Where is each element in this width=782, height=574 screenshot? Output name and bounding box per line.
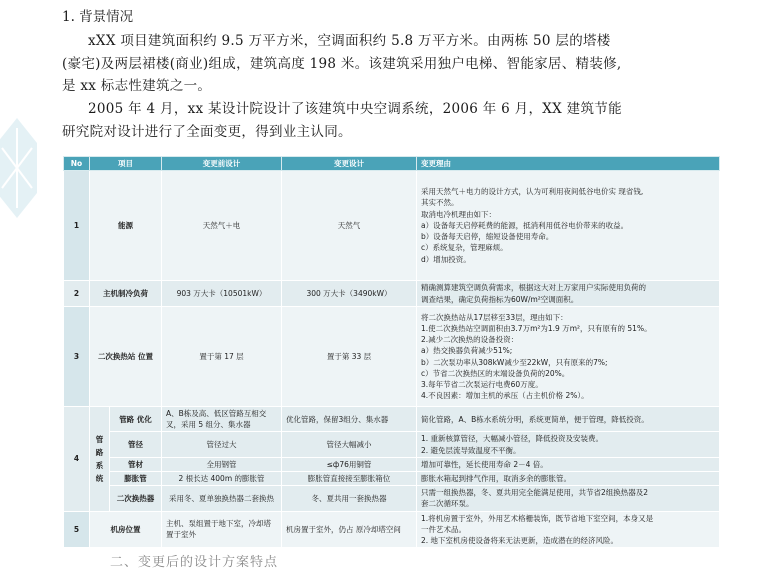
row-reason — [417, 457, 720, 471]
table-row — [64, 486, 720, 511]
row-before: 2 根长达 400m 的膨胀管 — [162, 472, 282, 486]
header-no: No — [64, 157, 90, 171]
row-number: 4 — [64, 407, 90, 512]
reason-line: 简化管路，A、B栋水系统分明，系统更简单，便于管理，降低投资。 — [421, 414, 649, 424]
reason-line: d）增加投资。 — [421, 254, 471, 264]
paragraph-history — [62, 98, 722, 143]
header-item: 项目 — [90, 157, 162, 171]
table-row — [64, 281, 720, 307]
reason-line: 1.将机房置于室外，外用艺术格栅装饰，既节省地下室空间，本身又是 — [421, 513, 654, 523]
table-row — [64, 511, 720, 548]
row-after: 优化管路，保留3组分、集水器 — [282, 407, 417, 432]
row-after: 机房置于室外，仍占 原冷却塔空间 — [282, 511, 417, 548]
reason-line: 精确测算建筑空调负荷需求，根据这大对上万家用户实际使用负荷的 — [421, 283, 646, 293]
paragraph-line: 研究院对设计进行了全面变更，得到业主认同。 — [62, 123, 352, 140]
table-row — [64, 307, 720, 407]
row-subitem: 管材 — [110, 457, 162, 471]
table-row — [64, 171, 720, 281]
reason-line: 调查结果，确定负荷指标为60W/m²空调面积。 — [421, 294, 579, 304]
row-reason — [417, 432, 720, 457]
row-subitem: 膨胀管 — [110, 472, 162, 486]
reason-line: 1.使二次换热站空调面积由3.7万m²为1.9 万m²，只有原有的 51%。 — [421, 323, 652, 333]
reason-line: 只需一组换热器，冬、夏共用完全能满足使用，共节省2组换热器及2 — [421, 488, 649, 498]
reason-line: 一件艺术品。 — [421, 524, 466, 534]
row-before: A、B栋及高、低区管路互相交叉，采用 5 组分、集水器 — [162, 407, 282, 432]
reason-line: 其实不然。 — [421, 198, 459, 208]
reason-line: 取消电冷机理由如下： — [421, 209, 496, 219]
reason-line: b）设备每天启停，缩短设备使用寿命。 — [421, 232, 554, 242]
paragraph-line: (豪宅)及两层裙楼(商业)组成，建筑高度 198 米。该建筑采用独户电梯、智能家居、精装修, — [62, 55, 622, 72]
row-number: 1 — [64, 171, 90, 281]
header-before: 变更前设计 — [162, 157, 282, 171]
header-after: 变更设计 — [282, 157, 417, 171]
row-after: ≤ф76用铜管 — [282, 457, 417, 471]
table-row — [64, 472, 720, 486]
row-subitem: 管径 — [110, 432, 162, 457]
reason-line: 采用天然气＋电力的设计方式，认为可利用夜间低谷电价实 现省钱, — [421, 187, 644, 197]
reason-line: b）二次泵功率从308kW减少至22kW，只有原来的7%; — [421, 357, 608, 367]
row-item: 主机制冷负荷 — [90, 281, 162, 307]
row-after: 冬、夏共用一套换热器 — [282, 486, 417, 511]
row-number: 3 — [64, 307, 90, 407]
row-reason — [417, 511, 720, 548]
reason-line: 1. 重新核算管径，大幅减小管径，降低投资及安装费。 — [421, 434, 604, 444]
reason-line: 3.每年节省二次泵运行电费60万度。 — [421, 379, 543, 389]
row-number: 5 — [64, 511, 90, 548]
row-after: 300 万大卡（3490kW） — [282, 281, 417, 307]
row-before: 全用钢管 — [162, 457, 282, 471]
row-item: 二次换热站 位置 — [90, 307, 162, 407]
row-before: 天然气＋电 — [162, 171, 282, 281]
next-section-heading-partial: 二、变更后的设计方案特点 — [110, 555, 279, 570]
row-after: 膨胀管直接接至膨胀箱位 — [282, 472, 417, 486]
row-after: 管径大幅减小 — [282, 432, 417, 457]
row-subitem: 管路 优化 — [110, 407, 162, 432]
row-reason — [417, 307, 720, 407]
paragraph-line: 2005 年 4 月，xx 某设计院设计了该建筑中央空调系统，2006 年 6 月，XX 建筑节能 — [88, 101, 622, 117]
reason-line: a）设备每天启停耗费的能源，抵消利用低谷电价带来的收益。 — [421, 220, 629, 230]
paragraph-background — [62, 30, 722, 98]
row-subitem: 二次换热器 — [110, 486, 162, 511]
reason-line: 2. 避免层流导致温度不平衡。 — [421, 445, 521, 455]
reason-line: 套二次循环泵。 — [421, 499, 474, 509]
reason-line: 膨胀水箱起到排气作用，取消多余的膨胀管。 — [421, 474, 571, 484]
row-number: 2 — [64, 281, 90, 307]
row-before: 置于第 17 层 — [162, 307, 282, 407]
table-row — [64, 457, 720, 471]
row-group-label: 管路系统 — [90, 407, 110, 512]
reason-line: c）系统复杂，管理麻烦。 — [421, 243, 508, 253]
table-header-row — [64, 157, 720, 171]
reason-line: 增加可靠性，延长使用寿命 2－4 倍。 — [421, 459, 548, 469]
row-reason — [417, 486, 720, 511]
reason-line: 将二次换热站从17层移至33层，理由如下： — [421, 312, 568, 322]
reason-line: c）节省二次换热区的末端设备负荷的20%。 — [421, 368, 570, 378]
design-change-table — [63, 156, 720, 548]
table-row — [64, 432, 720, 457]
row-before: 主机、泵组置于地下室，冷却塔置于室外 — [162, 511, 282, 548]
row-after: 置于第 33 层 — [282, 307, 417, 407]
row-after: 天然气 — [282, 171, 417, 281]
paragraph-line: xXX 项目建筑面积约 9.5 万平方米，空调面积约 5.8 万平方米。由两栋 50 层的塔楼 — [88, 33, 611, 49]
section-heading: 1. 背景情况 — [62, 9, 134, 25]
snowflake-watermark-icon — [0, 108, 52, 228]
reason-line: 2. 地下室机房使设备将来无法更新，造成潜在的经济风险。 — [421, 536, 619, 546]
row-before: 管径过大 — [162, 432, 282, 457]
row-before: 903 万大卡（10501kW） — [162, 281, 282, 307]
row-reason — [417, 472, 720, 486]
header-reason: 变更理由 — [417, 157, 720, 171]
row-reason — [417, 407, 720, 432]
paragraph-line: 是 xx 标志性建筑之一。 — [62, 78, 212, 94]
reason-line: 4.不良因素：增加主机的承压（占主机价格 2%）。 — [421, 391, 589, 401]
row-reason — [417, 171, 720, 281]
reason-line: a）热交换器负荷减少51%; — [421, 346, 513, 356]
reason-line: 2.减少二次换热的设备投资： — [421, 335, 519, 345]
table-row — [64, 407, 720, 432]
row-item: 机房位置 — [90, 511, 162, 548]
row-item: 能源 — [90, 171, 162, 281]
row-reason — [417, 281, 720, 307]
row-before: 采用冬、夏单独换热器二套换热 — [162, 486, 282, 511]
